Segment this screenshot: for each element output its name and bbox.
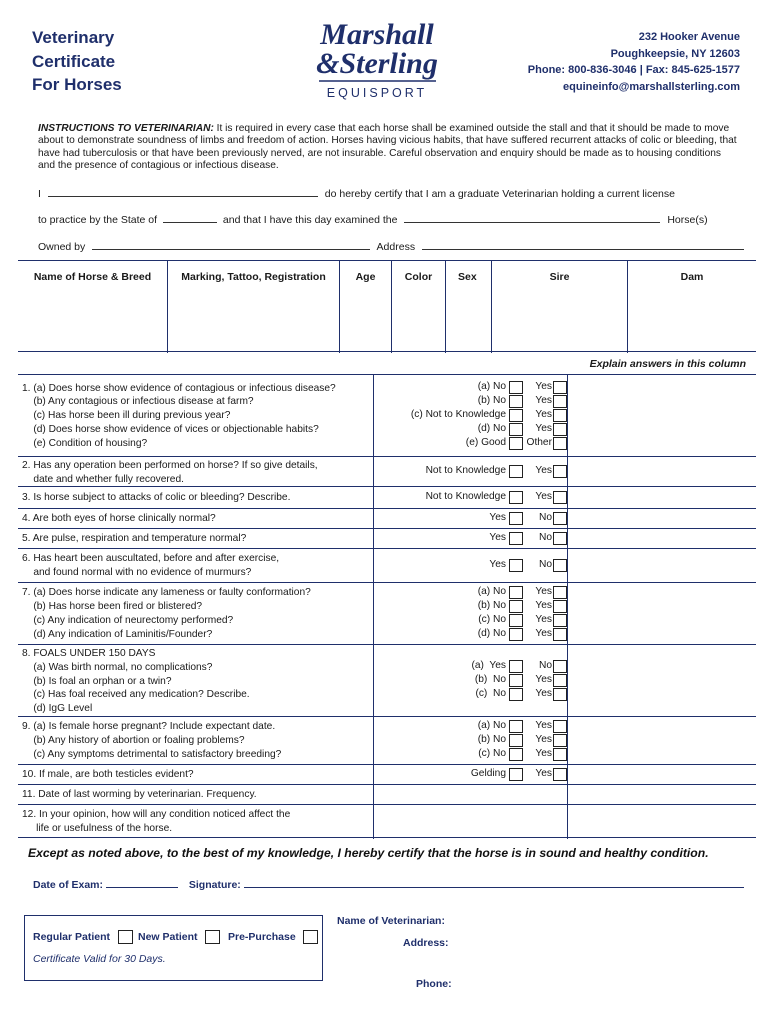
answer-option-label: Yes <box>535 465 552 476</box>
new-patient-label: New Patient <box>138 931 198 943</box>
question-row <box>18 804 756 838</box>
answer-option-label: (d) No <box>477 628 506 639</box>
col-color[interactable]: Color <box>392 261 446 353</box>
answer-row <box>374 674 569 688</box>
answer-row <box>374 688 569 702</box>
date-field[interactable] <box>106 878 178 888</box>
svg-text:Marshall: Marshall <box>320 18 434 51</box>
answer-option-label: (d) No <box>477 423 506 434</box>
marshall-sterling-logo <box>305 18 450 102</box>
answer-option-label: (b) No <box>477 734 506 745</box>
answer-option-label: (a) No <box>477 381 506 392</box>
answer-option-label: Not to Knowledge <box>425 491 506 502</box>
question-line: (c) Any symptoms detrimental to satisfactory breeding? <box>22 748 282 760</box>
answer-option-label: Yes <box>535 614 552 625</box>
question-line: (b) Any contagious or infectious disease at farm? <box>22 396 254 408</box>
question-line: life or usefulness of the horse. <box>22 822 173 834</box>
question-row <box>18 456 756 486</box>
col-sire[interactable]: Sire <box>492 261 628 353</box>
question-row <box>18 644 756 716</box>
answer-row <box>374 409 569 423</box>
answer-option-label: (e) Good <box>465 437 506 448</box>
answer-column <box>373 487 568 509</box>
question-row <box>18 716 756 764</box>
question-line: 12. In your opinion, how will any condition noticed affect the <box>22 809 291 821</box>
answer-row <box>374 381 569 395</box>
answer-row <box>374 395 569 409</box>
answer-checkbox[interactable] <box>553 720 567 733</box>
contact-city: Poughkeepsie, NY 12603 <box>610 47 740 60</box>
answer-checkbox[interactable] <box>509 614 523 627</box>
answer-option-label: (a) No <box>477 720 506 731</box>
answer-row <box>374 512 569 526</box>
explanation-field[interactable] <box>568 785 756 805</box>
explanation-field[interactable] <box>568 717 756 765</box>
answer-checkbox[interactable] <box>553 395 567 408</box>
question-row <box>18 784 756 804</box>
vet-phone-label: Phone: <box>416 978 452 990</box>
question-row <box>18 374 756 456</box>
question-text <box>22 647 250 716</box>
answer-option-label: Yes <box>535 748 552 759</box>
title-line-2: Certificate <box>32 51 116 71</box>
answer-checkbox[interactable] <box>509 660 523 673</box>
explanation-field[interactable] <box>568 549 756 583</box>
question-text <box>22 586 311 641</box>
answer-option-label: Yes <box>489 512 506 523</box>
svg-text:&Sterling: &Sterling <box>316 47 438 80</box>
explanation-field[interactable] <box>568 509 756 529</box>
question-line: (b) Is foal an orphan or a twin? <box>22 675 172 687</box>
answer-checkbox[interactable] <box>553 423 567 436</box>
title-line-1: Veterinary <box>32 28 115 47</box>
question-line: (c) Has foal received any medication? Describe. <box>22 689 250 701</box>
answer-checkbox[interactable] <box>553 674 567 687</box>
contact-block <box>528 29 740 95</box>
answer-column <box>373 509 568 529</box>
explanation-field[interactable] <box>568 645 756 717</box>
answer-option-label: Yes <box>535 600 552 611</box>
vet-name-field[interactable] <box>48 187 318 197</box>
answer-checkbox[interactable] <box>509 600 523 613</box>
explain-column-label: Explain answers in this column <box>589 358 746 370</box>
question-line: 7. (a) Does horse indicate any lameness or faulty conformation? <box>22 587 311 599</box>
answer-row <box>374 423 569 437</box>
answer-checkbox[interactable] <box>509 720 523 733</box>
answer-option-label: Gelding <box>470 768 506 779</box>
form-title <box>32 26 122 97</box>
owner-line: Owned by Address <box>38 240 748 253</box>
question-line: (c) Any indication of neurectomy performed? <box>22 614 234 626</box>
question-line: (b) Any history of abortion or foaling problems? <box>22 735 245 747</box>
answer-option-label: (b) No <box>474 674 506 685</box>
answer-option-label: Yes <box>489 559 506 570</box>
question-line: 2. Has any operation been performed on horse? If so give details, <box>22 460 318 471</box>
answer-checkbox[interactable] <box>553 628 567 641</box>
owner-address-field[interactable] <box>422 240 744 250</box>
answer-row <box>374 600 569 614</box>
question-line: 6. Has heart been auscultated, before and after exercise, <box>22 553 280 565</box>
validity-note: Certificate Valid for 30 Days. <box>33 953 166 965</box>
contact-phone-fax: Phone: 800-836-3046 | Fax: 845-625-1577 <box>527 64 740 76</box>
answer-column <box>373 375 568 457</box>
answer-option-label: No <box>538 660 552 671</box>
answer-row <box>374 491 569 505</box>
answer-checkbox[interactable] <box>553 409 567 422</box>
question-text <box>22 382 336 451</box>
answer-option-label: Yes <box>535 381 552 392</box>
col-dam[interactable]: Dam <box>680 271 704 283</box>
question-row <box>18 548 756 582</box>
answer-option-label: Yes <box>535 688 552 699</box>
date-label: Date of Exam: <box>33 879 104 891</box>
col-sex[interactable]: Sex <box>446 261 492 353</box>
question-text <box>22 532 246 546</box>
answer-column <box>373 457 568 487</box>
answer-row <box>374 559 569 573</box>
instructions-paragraph <box>38 123 738 173</box>
col-marking[interactable]: Marking, Tattoo, Registration <box>168 261 340 353</box>
answer-checkbox[interactable] <box>509 688 523 701</box>
explanation-field[interactable] <box>568 457 756 487</box>
question-line: (b) Has horse been fired or blistered? <box>22 601 203 613</box>
answer-row <box>374 720 569 734</box>
question-line: 10. If male, are both testicles evident? <box>22 769 194 781</box>
answer-checkbox[interactable] <box>553 532 567 545</box>
question-line: (e) Condition of housing? <box>22 437 148 449</box>
answer-option-label: Yes <box>535 628 552 639</box>
answer-option-label: Other <box>526 437 552 448</box>
answer-row <box>374 614 569 628</box>
owner-field[interactable] <box>92 240 370 250</box>
answer-checkbox[interactable] <box>509 423 523 436</box>
answer-checkbox[interactable] <box>553 559 567 572</box>
answer-checkbox[interactable] <box>553 381 567 394</box>
answer-row <box>374 660 569 674</box>
question-line: (d) Any indication of Laminitis/Founder? <box>22 628 213 640</box>
answer-checkbox[interactable] <box>509 748 523 761</box>
answer-row <box>374 465 569 479</box>
pre-purchase-label: Pre-Purchase <box>228 931 296 943</box>
answer-checkbox[interactable] <box>553 614 567 627</box>
question-line: 9. (a) Is female horse pregnant? Include expectant date. <box>22 721 276 733</box>
question-line: (d) Does horse show evidence of vices or objectionable habits? <box>22 423 319 435</box>
certify-line: I do hereby certify that I am a graduate Veterinarian holding a current license <box>38 188 675 200</box>
explanation-field[interactable] <box>568 583 756 645</box>
answer-checkbox[interactable] <box>553 768 567 781</box>
answer-option-label: Yes <box>535 674 552 685</box>
explanation-field[interactable] <box>568 765 756 785</box>
answer-column <box>373 717 568 765</box>
question-line: 8. FOALS UNDER 150 DAYS <box>22 648 156 659</box>
answer-option-label: No <box>538 532 552 543</box>
answer-checkbox[interactable] <box>553 437 567 450</box>
answer-row <box>374 734 569 748</box>
question-text <box>22 552 279 580</box>
answer-checkbox[interactable] <box>509 491 523 504</box>
answer-row <box>374 437 569 451</box>
question-text <box>22 808 290 836</box>
answer-checkbox[interactable] <box>553 465 567 478</box>
answer-option-label: Yes <box>535 491 552 502</box>
contact-street: 232 Hooker Avenue <box>638 31 740 43</box>
horse-details-table <box>18 260 756 352</box>
answer-checkbox[interactable] <box>509 381 523 394</box>
question-text <box>22 788 257 802</box>
regular-patient-checkbox[interactable] <box>118 930 133 944</box>
answer-option-label: (a) No <box>477 586 506 597</box>
col-horse-name[interactable]: Name of Horse & Breed <box>18 261 168 353</box>
answer-option-label: (c) No <box>475 688 506 699</box>
svg-text:EQUISPORT: EQUISPORT <box>326 86 428 100</box>
answer-checkbox[interactable] <box>509 674 523 687</box>
answer-column <box>373 529 568 549</box>
answer-checkbox[interactable] <box>509 586 523 599</box>
answer-option-label: Yes <box>489 532 506 543</box>
answer-row <box>374 748 569 762</box>
instructions-label: INSTRUCTIONS TO VETERINARIAN: <box>38 123 214 134</box>
answer-option-label: (b) No <box>477 600 506 611</box>
date-signature-row <box>33 878 744 891</box>
answer-checkbox[interactable] <box>553 688 567 701</box>
answer-checkbox[interactable] <box>553 586 567 599</box>
explanation-field[interactable] <box>568 375 756 457</box>
answer-checkbox[interactable] <box>509 734 523 747</box>
vet-name-label: Name of Veterinarian: <box>337 915 445 927</box>
answer-row <box>374 586 569 600</box>
answer-option-label: No <box>538 512 552 523</box>
answer-option-label: Yes <box>535 395 552 406</box>
signature-field[interactable] <box>244 878 744 888</box>
answer-checkbox[interactable] <box>509 768 523 781</box>
answer-column <box>373 583 568 645</box>
question-line: and found normal with no evidence of murmurs? <box>22 566 252 578</box>
question-line: 3. Is horse subject to attacks of colic or bleeding? Describe. <box>22 492 291 504</box>
answer-checkbox[interactable] <box>509 437 523 450</box>
answer-checkbox[interactable] <box>509 395 523 408</box>
answer-option-label: (c) No <box>478 748 506 759</box>
signature-label: Signature: <box>188 879 241 891</box>
answer-option-label: Yes <box>535 734 552 745</box>
answer-option-label: Yes <box>535 720 552 731</box>
question-text <box>22 768 194 782</box>
answer-checkbox[interactable] <box>509 465 523 478</box>
vet-address-label: Address: <box>403 937 449 949</box>
contact-email: equineinfo@marshallsterling.com <box>563 80 740 93</box>
question-row <box>18 528 756 548</box>
question-line: 1. (a) Does horse show evidence of contagious or infectious disease? <box>22 382 336 394</box>
question-line: 5. Are pulse, respiration and temperature normal? <box>22 533 247 545</box>
answer-checkbox[interactable] <box>553 491 567 504</box>
answer-checkbox[interactable] <box>509 559 523 572</box>
question-row <box>18 486 756 508</box>
patient-type-box <box>24 915 323 981</box>
question-line: (c) Has horse been ill during previous year? <box>22 410 231 422</box>
answer-column <box>373 805 568 839</box>
answer-checkbox[interactable] <box>509 512 523 525</box>
answer-column <box>373 765 568 785</box>
answer-column <box>373 549 568 583</box>
answer-option-label: Yes <box>535 423 552 434</box>
answer-option-label: Not to Knowledge <box>425 465 506 476</box>
horse-count-field[interactable] <box>404 213 660 223</box>
question-line: date and whether fully recovered. <box>22 473 184 485</box>
question-line: (d) IgG Level <box>22 703 93 715</box>
regular-patient-label: Regular Patient <box>33 931 111 943</box>
answer-checkbox[interactable] <box>509 532 523 545</box>
answer-checkbox[interactable] <box>553 600 567 613</box>
question-text <box>22 459 318 487</box>
explanation-field[interactable] <box>568 529 756 549</box>
certification-statement: Except as noted above, to the best of my knowledge, I hereby certify that the horse is in sound and healthy condition. <box>28 846 709 860</box>
answer-column <box>373 785 568 805</box>
state-field[interactable] <box>163 213 217 223</box>
question-line: (a) Was birth normal, no complications? <box>22 661 213 673</box>
question-text <box>22 720 281 761</box>
title-line-3: For Horses <box>32 75 122 94</box>
question-row <box>18 764 756 784</box>
state-line: to practice by the State of and that I have this day examined the Horse(s) <box>38 214 708 226</box>
answer-checkbox[interactable] <box>553 748 567 761</box>
answer-checkbox[interactable] <box>509 409 523 422</box>
answer-option-label: Yes <box>535 768 552 779</box>
col-age[interactable]: Age <box>340 261 392 353</box>
answer-option-label: (c) No <box>478 614 506 625</box>
answer-checkbox[interactable] <box>553 512 567 525</box>
question-text <box>22 491 290 505</box>
answer-option-label: Yes <box>535 409 552 420</box>
answer-row <box>374 532 569 546</box>
answer-row <box>374 768 569 782</box>
explanation-field[interactable] <box>568 805 756 839</box>
answer-checkbox[interactable] <box>553 734 567 747</box>
answer-option-label: Yes <box>535 586 552 597</box>
answer-option-label: (b) No <box>477 395 506 406</box>
answer-checkbox[interactable] <box>553 660 567 673</box>
instructions-text: It is required in every case that each horse shall be examined outside the stall and that it should be made to move about to demonstrate soundness of limbs and freedom of action. Horses having vicious habits, that have suffered recurrent attacks of colic or bleeding, that have had tuberculosis or that have been previously nerved, are not insurable. Careful observation and enquiry should be made as to housing conditions and the presence of contagious or infectious disease. <box>38 123 737 172</box>
question-text <box>22 512 216 526</box>
answer-option-label: No <box>538 559 552 570</box>
pre-purchase-checkbox[interactable] <box>303 930 318 944</box>
question-line: 4. Are both eyes of horse clinically normal? <box>22 513 216 525</box>
explanation-field[interactable] <box>568 487 756 509</box>
question-line: 11. Date of last worming by veterinarian. Frequency. <box>22 789 257 801</box>
answer-checkbox[interactable] <box>509 628 523 641</box>
answer-column <box>373 645 568 717</box>
answer-row <box>374 628 569 642</box>
answer-option-label: (a) Yes <box>471 660 506 671</box>
question-row <box>18 582 756 644</box>
question-row <box>18 508 756 528</box>
answer-option-label: (c) Not to Knowledge <box>410 409 506 420</box>
new-patient-checkbox[interactable] <box>205 930 220 944</box>
